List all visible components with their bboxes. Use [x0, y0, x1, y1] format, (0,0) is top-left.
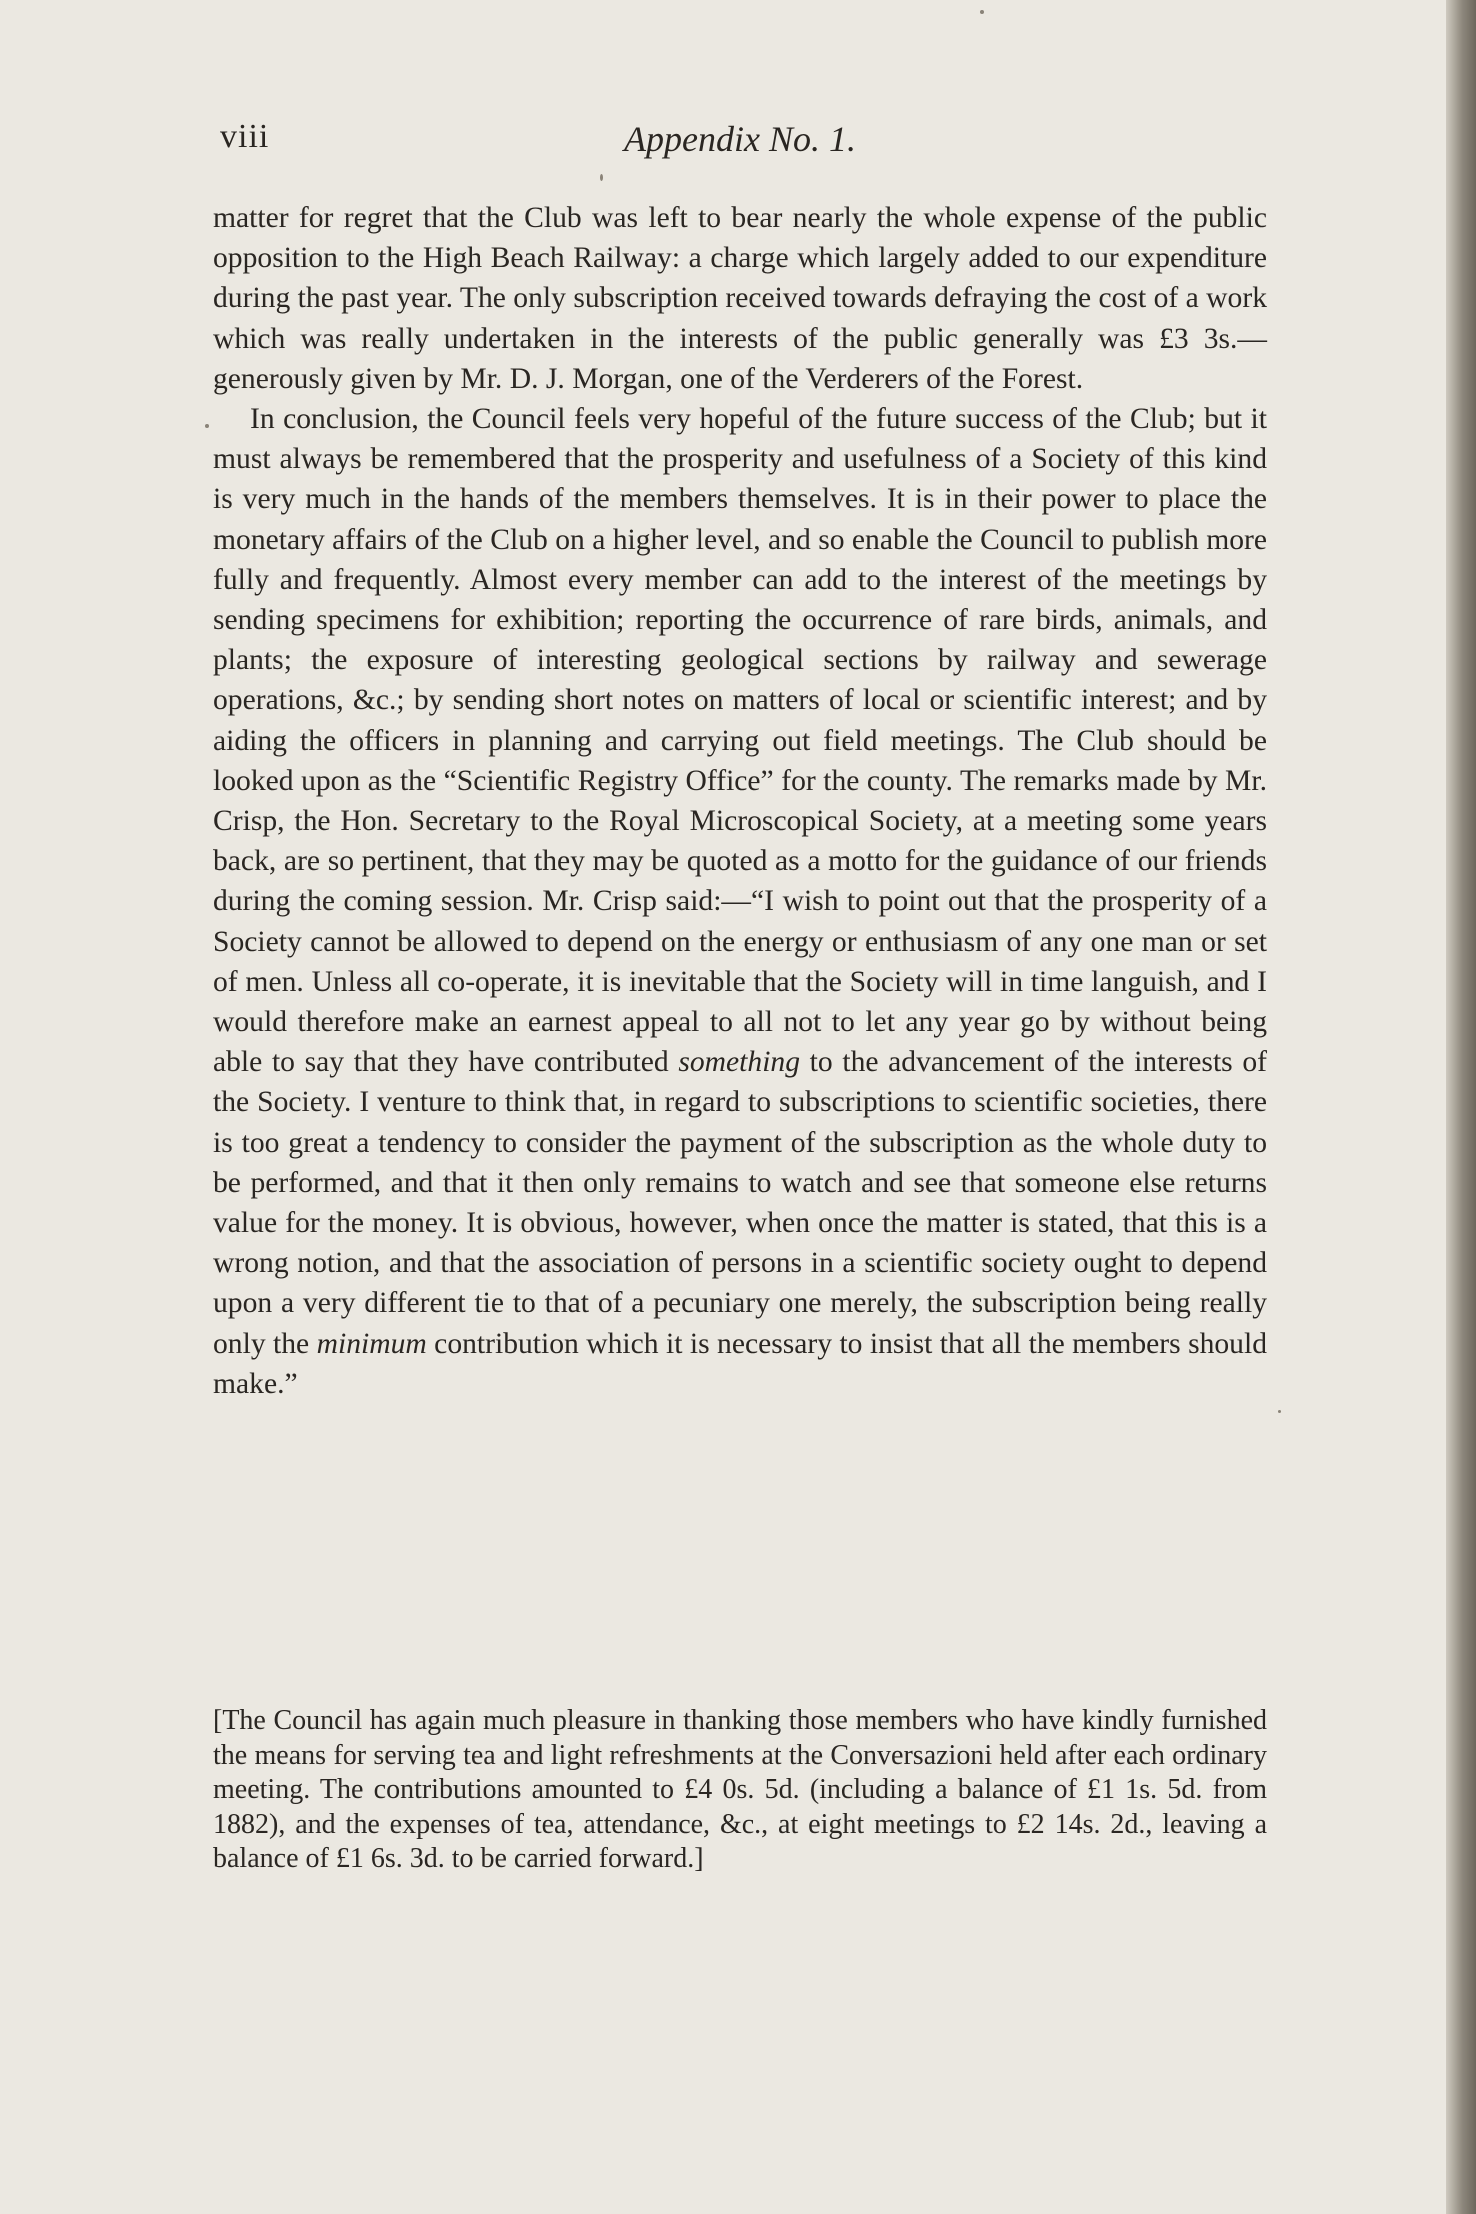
paper-speck — [1278, 1410, 1281, 1413]
paragraph-text: In conclusion, the Council feels very hopeful of the future success of the Club; but it must always be remembered that the prosperity and usefulness of a Society of this kind is very much in the hands of the members themselves. It is in their power to place the monetary affairs of the Club on a higher level, and so enable the Council to publish more fully and frequently. Almost every member can add to the interest of the meetings by sending specimens for exhibition; reporting the occurrence of rare birds, animals, and plants; the exposure of interesting geological sections by railway and sewerage operations, &c.; by sending short notes on matters of local or scientific interest; and by aiding the officers in planning and carrying out field meetings. The Club should be looked upon as the “Scientific Registry Office” for the county. The remarks made by Mr. Crisp, the Hon. Secretary to the Royal Microscopical Society, at a meeting some years back, are so pertinent, that they may be quoted as a motto for the guidance of our friends during the coming session. Mr. Crisp said:—“I wish to point out that the prosperity of a Society cannot be allowed to depend on the energy or enthusiasm of any one man or set of men. Unless all co-operate, it is inevitable that the Society will in time languish, and I would therefore make an earnest appeal to all not to let any year go by without being able to say that they have contributed — [213, 403, 1267, 1079]
bracketed-note — [213, 1704, 1267, 1877]
paragraph-conclusion — [213, 399, 1267, 1404]
body-text — [213, 198, 1267, 1404]
paper-speck — [205, 424, 209, 428]
italic-text: something — [678, 1046, 801, 1079]
paper-speck — [980, 10, 984, 14]
note-text: [The Council has again much pleasure in thanking those members who have kindly furnished the means for serving tea and light refreshments at the Conversazioni held after each ordinary meeting. The contributions amounted to £4 0s. 5d. (including a balance of £1 1s. 5d. from 1882), and the expenses of tea, attendance, &c., at eight meetings to £2 14s. 2d., leaving a balance of £1 6s. 3d. to be carried forward.] — [213, 1705, 1267, 1874]
page-number: viii — [220, 118, 270, 155]
paragraph-text: to the advancement of the interests of the Society. I venture to think that, in regard to subscriptions to scientific societies, there is too great a tendency to consider the payment of the subscription as the whole duty to be performed, and that it then only remains to watch and see that someone else returns value for the money. It is obvious, however, when once the matter is stated, that this is a wrong notion, and that the association of persons in a scientific society ought to depend upon a very different tie to that of a pecuniary one merely, the subscription being really only the — [213, 1046, 1267, 1360]
page-gutter-shadow — [1446, 0, 1476, 2214]
paragraph-text: matter for regret that the Club was left to bear nearly the whole expense of the public opposition to the High Beach Railway: a charge which largely added to our expenditure during the past year. The only subscription received towards defraying the cost of a work which was really undertaken in the interests of the public generally was £3 3s.—generously given by Mr. D. J. Morgan, one of the Verderers of the Forest. — [213, 202, 1267, 395]
running-title: Appendix No. 1. — [624, 119, 856, 159]
page-header — [210, 118, 1270, 178]
paragraph-text: contribution which it is necessary to insist that all the members should make.” — [213, 1327, 1267, 1400]
paragraph-continuation — [213, 198, 1267, 399]
italic-text: minimum — [316, 1327, 427, 1360]
paper-speck — [600, 174, 603, 181]
